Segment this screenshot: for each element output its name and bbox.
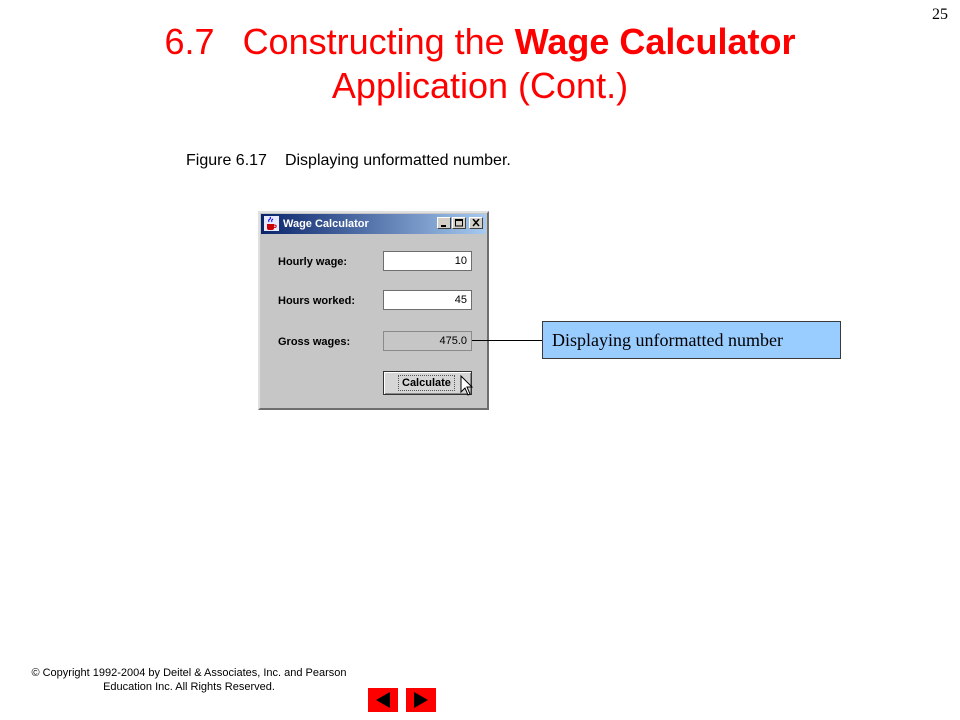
title-text-bold: Wage Calculator bbox=[514, 21, 796, 62]
hours-worked-input[interactable]: 45 bbox=[383, 290, 472, 310]
hourly-wage-label: Hourly wage: bbox=[278, 256, 348, 268]
arrow-left-icon bbox=[368, 688, 398, 712]
title-text-before: Constructing the bbox=[242, 21, 505, 62]
close-button[interactable] bbox=[469, 217, 483, 229]
callout-connector bbox=[472, 340, 542, 341]
calculate-button-label: Calculate bbox=[398, 375, 455, 391]
calculate-button[interactable] bbox=[383, 371, 472, 395]
wage-calculator-window bbox=[258, 211, 489, 410]
minimize-button[interactable] bbox=[437, 217, 451, 229]
callout-box: Displaying unformatted number bbox=[542, 321, 841, 359]
figure-number: Figure 6.17 bbox=[186, 152, 267, 169]
maximize-icon bbox=[454, 219, 464, 227]
mouse-pointer-icon bbox=[460, 375, 474, 397]
gross-wages-output: 475.0 bbox=[383, 331, 472, 351]
next-slide-button[interactable] bbox=[406, 688, 436, 712]
page-number: 25 bbox=[932, 6, 948, 23]
java-cup-icon bbox=[264, 216, 279, 231]
arrow-right-icon bbox=[406, 688, 436, 712]
window-title: Wage Calculator bbox=[283, 218, 369, 230]
copyright-line-2: Education Inc. All Rights Reserved. bbox=[103, 681, 275, 693]
close-icon bbox=[471, 219, 481, 227]
figure-text: Displaying unformatted number. bbox=[284, 152, 511, 169]
copyright-notice bbox=[14, 666, 364, 694]
hours-worked-label: Hours worked: bbox=[278, 295, 356, 307]
slide-title bbox=[0, 20, 960, 108]
window-titlebar[interactable] bbox=[261, 214, 486, 234]
previous-slide-button[interactable] bbox=[368, 688, 398, 712]
section-number: 6.7 bbox=[164, 21, 215, 62]
copyright-line-1: © Copyright 1992-2004 by Deitel & Associates, Inc. and Pearson bbox=[31, 667, 347, 679]
title-text-after: Application (Cont.) bbox=[331, 65, 629, 106]
hourly-wage-input[interactable]: 10 bbox=[383, 251, 472, 271]
minimize-icon bbox=[439, 219, 449, 227]
gross-wages-label: Gross wages: bbox=[278, 336, 351, 348]
figure-caption bbox=[186, 152, 511, 170]
maximize-button[interactable] bbox=[452, 217, 466, 229]
